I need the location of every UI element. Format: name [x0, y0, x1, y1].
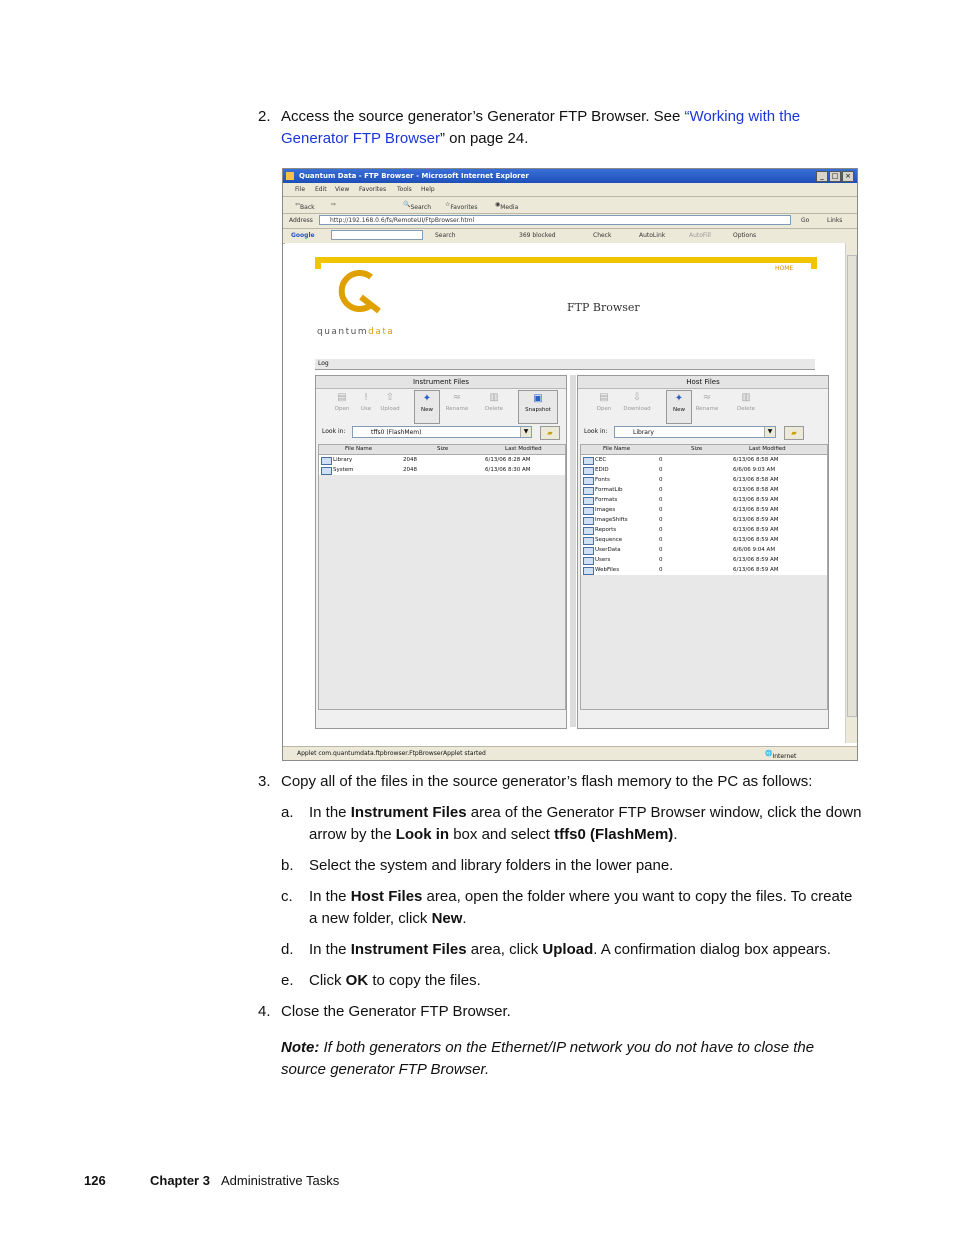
table-row[interactable] [581, 565, 827, 575]
file-name-cell: EDID [595, 467, 609, 473]
modified-cell: 6/13/06 8:58 AM [733, 487, 779, 493]
rename-button[interactable]: ≈ Rename [442, 390, 472, 422]
file-name-cell: CEC [595, 457, 607, 463]
size-cell: 0 [659, 547, 663, 553]
folder-icon [583, 517, 594, 525]
modified-cell: 6/13/06 8:58 AM [733, 477, 779, 483]
folder-icon [321, 467, 332, 475]
page-title: FTP Browser [567, 301, 640, 314]
autolink-button[interactable]: AutoLink [639, 232, 666, 239]
options-button[interactable]: Options [733, 232, 757, 239]
table-row[interactable] [581, 485, 827, 495]
folder-icon [583, 487, 594, 495]
maximize-icon[interactable]: □ [829, 171, 841, 182]
page-number: 126 [84, 1173, 106, 1188]
size-cell: 0 [659, 517, 663, 523]
host-up-folder-icon[interactable]: ▰ [784, 426, 804, 440]
host-new-button[interactable]: ✦ New [666, 390, 692, 424]
table-row[interactable] [581, 555, 827, 565]
size-cell: 0 [659, 537, 663, 543]
file-name-cell: Library [333, 457, 353, 463]
folder-icon [583, 567, 594, 575]
new-button[interactable]: ✦ New [414, 390, 440, 424]
host-file-table [580, 444, 828, 710]
scroll-thumb[interactable] [847, 255, 857, 717]
step-3-text: Copy all of the files in the source generator’s flash memory to the PC as follows: [281, 773, 813, 790]
step-2-text: Access the source generator’s Generator FTP Browser. See “Working with the Generator FTP Browser” on page 24. [281, 108, 801, 147]
vertical-scrollbar[interactable] [845, 243, 857, 743]
file-name-cell: System [333, 467, 354, 473]
host-look-in-select[interactable]: Library ▼ [614, 426, 776, 438]
folder-icon [583, 537, 594, 545]
links-button[interactable]: Links [827, 217, 843, 224]
instrument-file-table [318, 444, 566, 710]
chapter-label: Chapter 3 [150, 1173, 210, 1188]
address-input[interactable]: http://192.168.0.6/fs/RemoteUI/FtpBrowser.html [319, 215, 791, 225]
size-cell: 0 [659, 527, 663, 533]
folder-icon [583, 557, 594, 565]
window-controls [816, 171, 854, 182]
folder-open-icon: ▤ [337, 392, 347, 403]
new-folder-icon: ✦ [674, 393, 684, 404]
file-name-cell: ImageShifts [595, 517, 628, 523]
substep-letter: b. [281, 857, 294, 874]
chevron-down-icon: ▼ [520, 427, 531, 437]
table-row[interactable] [581, 495, 827, 505]
look-in-label: Look in: [322, 428, 346, 435]
chapter-title: Administrative Tasks [221, 1173, 340, 1188]
host-files-header: Host Files [578, 376, 828, 389]
size-cell: 0 [659, 487, 663, 493]
menu-bar [283, 183, 857, 197]
use-button[interactable]: ! Use [354, 390, 378, 422]
modified-cell: 6/13/06 8:59 AM [733, 497, 779, 503]
step-number: 2. [258, 108, 271, 125]
favorites-button[interactable]: ☆ Favorites [445, 201, 478, 211]
menu-tools[interactable]: Tools [397, 186, 412, 193]
google-search-input[interactable] [331, 230, 423, 240]
ftp-browser-screenshot [282, 168, 858, 761]
file-name-cell: Fonts [595, 477, 610, 483]
instrument-files-header: Instrument Files [316, 376, 566, 389]
table-row[interactable] [581, 505, 827, 515]
go-button[interactable]: Go [801, 217, 810, 224]
modified-cell: 6/13/06 8:59 AM [733, 507, 779, 513]
download-button[interactable]: ⇩ Download [620, 390, 654, 422]
autofill-button[interactable]: AutoFill [689, 232, 711, 239]
host-look-in-label: Look in: [584, 428, 608, 435]
folder-icon [583, 497, 594, 505]
host-file-rows [581, 455, 827, 575]
web-page [285, 243, 845, 743]
table-row[interactable] [581, 525, 827, 535]
size-cell: 0 [659, 497, 663, 503]
log-bar[interactable]: Log [315, 359, 815, 370]
modified-cell: 6/13/06 8:58 AM [733, 457, 779, 463]
status-bar [283, 746, 857, 760]
size-cell: 0 [659, 567, 663, 573]
address-bar [283, 214, 857, 229]
modified-cell: 6/6/06 9:04 AM [733, 547, 776, 553]
table-row[interactable] [581, 535, 827, 545]
substep-b-text: Select the system and library folders in the lower pane. [309, 857, 674, 874]
cross-reference-link[interactable]: “Working with the Generator FTP Browser [281, 108, 801, 147]
home-link[interactable]: HOME [775, 265, 794, 272]
upload-icon: ⇧ [385, 392, 395, 403]
delete-button[interactable]: ▥ Delete [482, 390, 506, 422]
snapshot-icon: ▣ [533, 393, 543, 404]
split-divider[interactable] [570, 375, 576, 727]
window-title: Quantum Data - FTP Browser - Microsoft Internet Explorer [299, 172, 529, 180]
search-button[interactable]: 🔍 Search [403, 201, 432, 211]
modified-cell: 6/6/06 9:03 AM [733, 467, 776, 473]
substep-a-text: In the Instrument Files area of the Generator FTP Browser window, click the down arrow by the Look in box and select tffs0 (FlashMem). [309, 804, 862, 843]
substep-e-text: Click OK to copy the files. [309, 972, 481, 989]
menu-view[interactable]: View [335, 186, 350, 193]
google-search-button[interactable]: Search [435, 232, 456, 239]
instrument-files-panel [315, 375, 567, 729]
step-4-text: Close the Generator FTP Browser. [281, 1003, 511, 1020]
table-row[interactable] [581, 545, 827, 555]
folder-icon [583, 547, 594, 555]
modified-cell: 6/13/06 8:59 AM [733, 527, 779, 533]
minimize-icon[interactable]: _ [816, 171, 828, 182]
menu-edit[interactable]: Edit [315, 186, 327, 193]
size-cell: 0 [659, 477, 663, 483]
folder-icon [583, 467, 594, 475]
file-name-cell: WebFiles [595, 567, 620, 573]
open-button[interactable]: ▤ Open [330, 390, 354, 422]
address-label: Address [289, 217, 313, 224]
note: Note: If both generators on the Ethernet/IP network you do not have to close the source generator FTP Browser. [281, 1039, 815, 1078]
popup-blocked-count[interactable]: 369 blocked [519, 232, 556, 239]
internet-zone: 🌐 Internet [765, 750, 797, 760]
snapshot-button[interactable]: ▣ Snapshot [518, 390, 558, 424]
substep-letter: c. [281, 888, 293, 905]
table-row[interactable] [319, 465, 565, 475]
header-rule-left [315, 257, 321, 269]
size-cell: 2048 [403, 457, 417, 463]
new-folder-icon: ✦ [422, 393, 432, 404]
instrument-file-rows [319, 455, 565, 475]
file-name-cell: FormatLib [595, 487, 623, 493]
upload-button[interactable]: ⇧ Upload [378, 390, 402, 422]
modified-cell: 6/13/06 8:30 AM [485, 467, 531, 473]
folder-open-icon: ▤ [599, 392, 609, 403]
google-logo: Google [291, 232, 315, 239]
folder-icon [583, 457, 594, 465]
substep-letter: d. [281, 941, 294, 958]
file-name-cell: UserData [595, 547, 621, 553]
rename-icon: ≈ [452, 392, 462, 403]
table-row[interactable] [581, 465, 827, 475]
header-rule [315, 257, 817, 263]
folder-icon [583, 507, 594, 515]
size-cell: 0 [659, 457, 663, 463]
host-table-header: File Name Size Last Modified [581, 445, 827, 455]
ie-toolbar [283, 197, 857, 214]
table-row[interactable] [581, 455, 827, 465]
modified-cell: 6/13/06 8:59 AM [733, 557, 779, 563]
folder-icon [583, 527, 594, 535]
folder-icon [321, 457, 332, 465]
chevron-down-icon: ▼ [764, 427, 775, 437]
rename-icon: ≈ [702, 392, 712, 403]
trash-icon: ▥ [741, 392, 751, 403]
menu-file[interactable]: File [295, 186, 306, 193]
host-rename-button[interactable]: ≈ Rename [692, 390, 722, 422]
trash-icon: ▥ [489, 392, 499, 403]
quantumdata-logo-icon [331, 267, 385, 317]
substep-d-text: In the Instrument Files area, click Upload. A confirmation dialog box appears. [309, 941, 831, 958]
size-cell: 0 [659, 557, 663, 563]
modified-cell: 6/13/06 8:59 AM [733, 537, 779, 543]
close-icon[interactable]: × [842, 171, 854, 182]
download-icon: ⇩ [632, 392, 642, 403]
window-titlebar [283, 169, 857, 183]
menu-favorites[interactable]: Favorites [359, 186, 387, 193]
file-name-cell: Formats [595, 497, 618, 503]
check-button[interactable]: Check [593, 232, 612, 239]
modified-cell: 6/13/06 8:59 AM [733, 567, 779, 573]
host-files-panel [577, 375, 829, 729]
header-rule-right [811, 257, 817, 269]
host-open-button[interactable]: ▤ Open [592, 390, 616, 422]
modified-cell: 6/13/06 8:28 AM [485, 457, 531, 463]
use-icon: ! [363, 392, 368, 403]
menu-help[interactable]: Help [421, 186, 435, 193]
substep-letter: a. [281, 804, 294, 821]
size-cell: 2048 [403, 467, 417, 473]
table-row[interactable] [581, 475, 827, 485]
forward-icon[interactable]: ⇨ [331, 201, 337, 208]
table-row[interactable] [581, 515, 827, 525]
ie-icon [286, 172, 294, 180]
size-cell: 0 [659, 507, 663, 513]
table-header: File Name Size Last Modified [319, 445, 565, 455]
host-delete-button[interactable]: ▥ Delete [734, 390, 758, 422]
modified-cell: 6/13/06 8:59 AM [733, 517, 779, 523]
file-name-cell: Images [595, 507, 616, 513]
brand-wordmark: quantumdata [317, 327, 395, 337]
file-name-cell: Sequence [595, 537, 623, 543]
step-number: 3. [258, 773, 271, 790]
size-cell: 0 [659, 467, 663, 473]
step-number: 4. [258, 1003, 271, 1020]
up-folder-icon[interactable]: ▰ [540, 426, 560, 440]
file-name-cell: Users [595, 557, 611, 563]
media-button[interactable]: ◉ Media [495, 201, 519, 211]
status-text: Applet com.quantumdata.ftpbrowser.FtpBrowserApplet started [297, 750, 486, 757]
substep-c-text: In the Host Files area, open the folder where you want to copy the files. To create a new folder, click New. [309, 888, 853, 927]
file-name-cell: Reports [595, 527, 617, 533]
folder-icon [583, 477, 594, 485]
table-row[interactable] [319, 455, 565, 465]
look-in-select[interactable]: tffs0 (FlashMem) ▼ [352, 426, 532, 438]
google-toolbar [283, 229, 857, 244]
substep-letter: e. [281, 972, 294, 989]
back-button[interactable]: ⇦ Back [295, 201, 315, 211]
